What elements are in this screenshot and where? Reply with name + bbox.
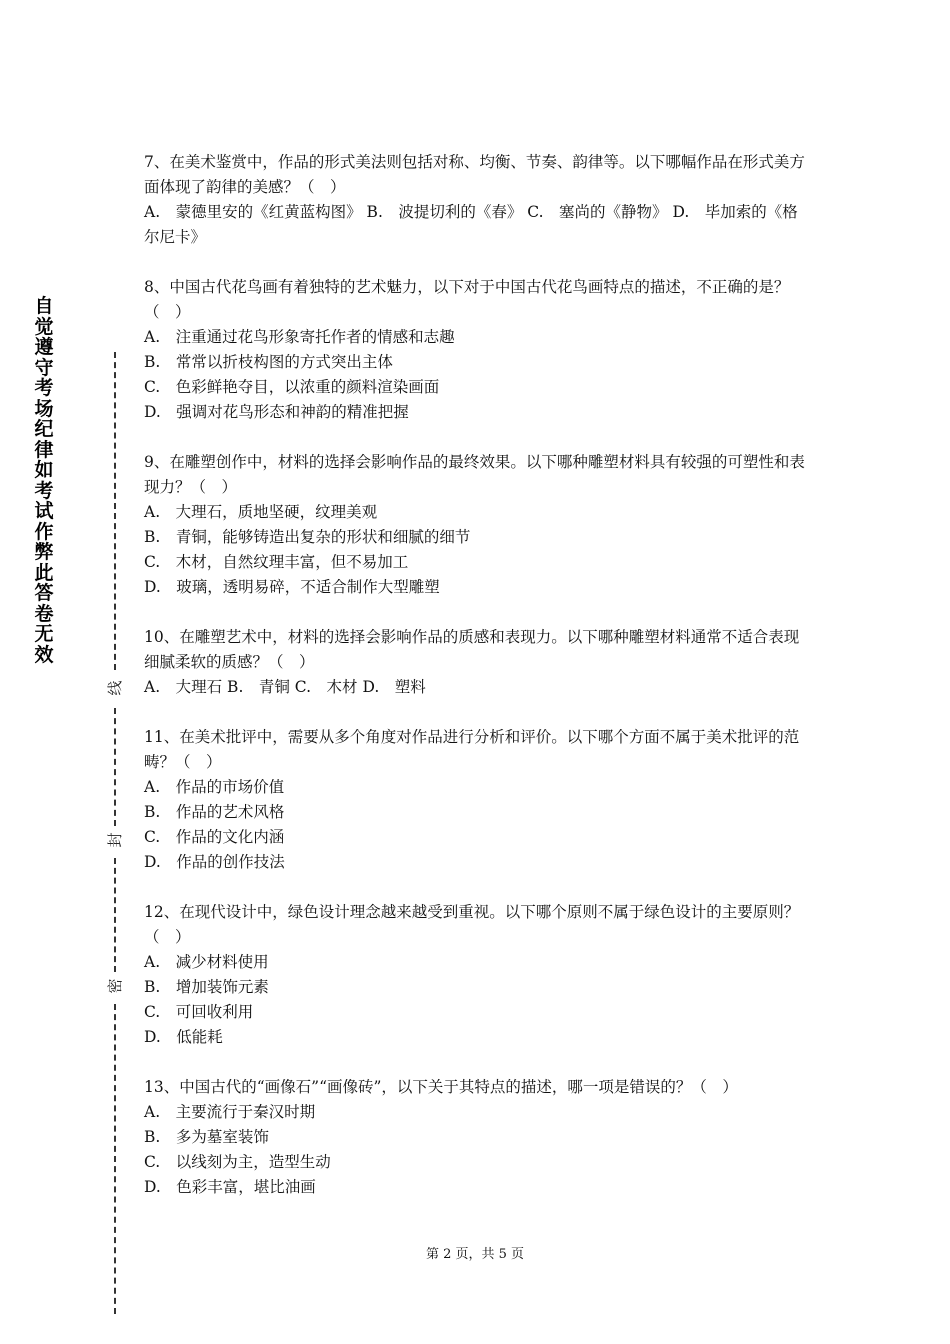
question-9 <box>144 450 812 600</box>
option-a: A. 大理石，质地坚硬，纹理美观 <box>144 503 378 521</box>
option-d: D. 玻璃，透明易碎，不适合制作大型雕塑 <box>144 578 440 596</box>
option-d: D. 色彩丰富，堪比油画 <box>144 1178 316 1196</box>
binding-label-feng: 封 <box>106 832 124 848</box>
page-number: 第 2 页，共 5 页 <box>425 1247 525 1262</box>
option-c: C. 作品的文化内涵 <box>144 828 285 846</box>
option-a: A. 注重通过花鸟形象寄托作者的情感和志趣 <box>144 328 455 346</box>
binding-label-mi: 密 <box>106 978 124 994</box>
question-11 <box>144 725 812 875</box>
option-b: B. 多为墓室装饰 <box>144 1128 269 1146</box>
question-list <box>144 150 812 1225</box>
question-stem: 10、在雕塑艺术中，材料的选择会影响作品的质感和表现力。以下哪种雕塑材料通常不适合表现细腻柔软的质感？（ ） <box>144 628 800 671</box>
binding-dash <box>114 858 116 972</box>
binding-label-xian: 线 <box>106 680 124 696</box>
option-a: A. 减少材料使用 <box>144 953 269 971</box>
binding-dash <box>114 1004 116 1314</box>
question-options-inline: A. 大理石 B. 青铜 C. 木材 D. 塑料 <box>144 678 426 696</box>
option-b: B. 常常以折枝构图的方式突出主体 <box>144 353 393 371</box>
question-options-inline: A. 蒙德里安的《红黄蓝构图》 B. 波提切利的《春》 C. 塞尚的《静物》 D. 毕加索的《格尔尼卡》 <box>144 203 798 246</box>
option-d: D. 强调对花鸟形态和神韵的精准把握 <box>144 403 409 421</box>
question-7 <box>144 150 812 250</box>
option-a: A. 作品的市场价值 <box>144 778 285 796</box>
option-b: B. 青铜，能够铸造出复杂的形状和细腻的细节 <box>144 528 471 546</box>
option-b: B. 增加装饰元素 <box>144 978 269 996</box>
question-stem: 11、在美术批评中，需要从多个角度对作品进行分析和评价。以下哪个方面不属于美术批评的范畴？（ ） <box>144 728 800 771</box>
option-a: A. 主要流行于秦汉时期 <box>144 1103 316 1121</box>
question-stem: 8、中国古代花鸟画有着独特的艺术魅力，以下对于中国古代花鸟画特点的描述，不正确的是？（ ） <box>144 278 790 321</box>
question-13 <box>144 1075 812 1200</box>
option-c: C. 以线刻为主，造型生动 <box>144 1153 331 1171</box>
binding-dash <box>114 708 116 826</box>
question-8 <box>144 275 812 425</box>
question-10 <box>144 625 812 700</box>
question-stem: 7、在美术鉴赏中，作品的形式美法则包括对称、均衡、节奏、韵律等。以下哪幅作品在形式美方面体现了韵律的美感？（ ） <box>144 153 805 196</box>
question-stem: 12、在现代设计中，绿色设计理念越来越受到重视。以下哪个原则不属于绿色设计的主要原则？（ ） <box>144 903 800 946</box>
option-c: C. 木材，自然纹理丰富，但不易加工 <box>144 553 409 571</box>
option-d: D. 作品的创作技法 <box>144 853 285 871</box>
exam-discipline-notice: 自觉遵守考场纪律如考试作弊此答卷无效 <box>34 295 54 666</box>
option-b: B. 作品的艺术风格 <box>144 803 285 821</box>
question-stem: 13、中国古代的“画像石”“画像砖”，以下关于其特点的描述，哪一项是错误的？（ ） <box>144 1078 738 1096</box>
option-d: D. 低能耗 <box>144 1028 223 1046</box>
binding-dash <box>114 352 116 670</box>
question-stem: 9、在雕塑创作中，材料的选择会影响作品的最终效果。以下哪种雕塑材料具有较强的可塑性和表现力？（ ） <box>144 453 805 496</box>
binding-line <box>104 352 126 1314</box>
option-c: C. 色彩鲜艳夺目，以浓重的颜料渲染画面 <box>144 378 440 396</box>
question-12 <box>144 900 812 1050</box>
option-c: C. 可回收利用 <box>144 1003 254 1021</box>
